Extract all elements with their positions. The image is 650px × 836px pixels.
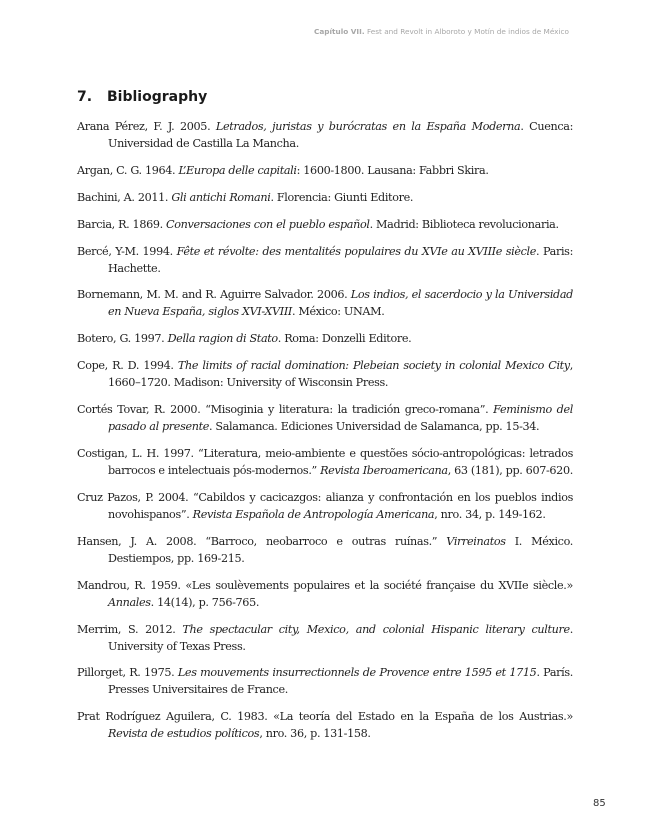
section-heading <box>77 89 207 105</box>
entry-author: Cope, R. D. 1994. <box>77 359 178 373</box>
entry-author: Prat Rodríguez Aguilera, C. 1983. «La teoría del Estado en la España de los Austrias.» <box>77 710 573 724</box>
entry-details: , nro. 36, p. 131-158. <box>259 727 371 741</box>
bibliography-entry <box>77 243 573 277</box>
entry-author: Mandrou, R. 1959. «Les soulèvements populaires et la société française du XVIIe siècle.» <box>77 578 573 592</box>
entry-title: Virreinatos <box>446 534 506 548</box>
entry-details: . Cuenca: Universidad de Castilla La Mancha. <box>108 120 574 150</box>
entry-details: , 1660–1720. Madison: University of Wisconsin Press. <box>108 359 574 390</box>
entry-author: Cruz Pazos, P. 2004. “Cabildos y cacicazgos: alianza y confrontación en los pueblos indios novohispanos”. <box>77 490 573 521</box>
entry-details: . París. Presses Universitaires de France. <box>108 666 573 697</box>
bibliography-entry <box>77 162 573 179</box>
bibliography-entry <box>77 577 573 611</box>
entry-author: Bornemann, M. M. and R. Aguirre Salvador. 2006. <box>77 288 351 302</box>
entry-details: . University of Texas Press. <box>108 622 573 653</box>
entry-author: Arana Pérez, F. J. 2005. <box>77 120 216 133</box>
bibliography-entry <box>77 118 573 152</box>
bibliography-entry <box>77 189 573 206</box>
entry-details: , 63 (181), pp. 607-620. <box>447 464 573 478</box>
entry-title: Annales <box>108 595 151 609</box>
entry-details: . Salamanca. Ediciones Universidad de Salamanca, pp. 15-34. <box>209 420 540 434</box>
entry-title: Revista Española de Antropología Americana <box>192 507 435 521</box>
entry-title: Revista de estudios políticos <box>108 727 260 741</box>
bibliography-entry <box>77 357 573 391</box>
entry-author: Cortés Tovar, R. 2000. “Misoginia y literatura: la tradición greco-romana”. <box>77 403 494 417</box>
entry-author: Hansen, J. A. 2008. “Barroco, neobarroco e outras ruínas.” <box>77 534 447 548</box>
entry-title: Della ragion di Stato <box>167 332 278 346</box>
entry-author: Bercé, Y-M. 1994. <box>77 244 177 258</box>
entry-author: Pillorget, R. 1975. <box>77 666 178 680</box>
entry-title: The spectacular city, Mexico, and colonial Hispanic literary culture <box>182 622 570 636</box>
entry-details: I. México. Destiempos, pp. 169-215. <box>108 534 573 565</box>
entry-details: . México: UNAM. <box>291 305 385 319</box>
running-header <box>314 27 569 36</box>
entry-author: Costigan, L. H. 1997. “Literatura, meio-ambiente e questões sócio-antropológicas: letrados barrocos e intelectuais pós-modernos.” <box>77 447 573 478</box>
running-header-chapter: Capítulo VII. <box>314 27 365 36</box>
bibliography-entry <box>77 330 573 347</box>
entry-title: Letrados, juristas y burócratas en la España Moderna <box>215 120 521 133</box>
section-title: Bibliography <box>107 89 208 105</box>
entry-details: . Paris: Hachette. <box>108 244 573 275</box>
entry-title: Feminismo del pasado al presente <box>108 403 573 434</box>
bibliography-entry <box>77 286 573 320</box>
bibliography-entry <box>77 621 573 655</box>
entry-title: Gli antichi Romani <box>171 190 271 204</box>
bibliography-entry <box>77 533 573 567</box>
entry-title: Revista Iberoamericana <box>320 464 448 478</box>
entry-author: Botero, G. 1997. <box>77 332 168 346</box>
bibliography-entry <box>77 489 573 523</box>
entry-title: Fête et révolte: des mentalités populaires du XVIe au XVIIIe siècle <box>176 244 537 258</box>
bibliography-entry <box>77 708 573 742</box>
entry-details: : 1600-1800. Lausana: Fabbri Skira. <box>296 163 489 177</box>
entry-details: , nro. 34, p. 149-162. <box>434 507 546 521</box>
section-number: 7. <box>77 89 93 105</box>
bibliography-entry <box>77 216 573 233</box>
running-header-title: Fest and Revolt in Alboroto y Motín de indios de México <box>366 27 569 36</box>
bibliography-entry <box>77 664 573 698</box>
entry-details: . Florencia: Giunti Editore. <box>270 190 414 204</box>
entry-title: Les mouvements insurrectionnels de Provence entre 1595 et 1715 <box>177 666 537 680</box>
bibliography-entry <box>77 445 573 479</box>
entry-title: Conversaciones con el pueblo español <box>166 217 370 231</box>
bibliography-entry <box>77 401 573 435</box>
entry-title: Los indios, el sacerdocio y la Universidad en Nueva España, siglos XVI-XVIII <box>108 288 573 319</box>
entry-details: . Roma: Donzelli Editore. <box>277 332 412 346</box>
entry-details: . 14(14), p. 756-765. <box>150 595 260 609</box>
entry-author: Argan, C. G. 1964. <box>77 163 179 177</box>
entry-title: L’Europa delle capitali <box>178 163 297 177</box>
bibliography-list <box>77 118 573 752</box>
entry-author: Bachini, A. 2011. <box>77 190 172 204</box>
entry-title: The limits of racial domination: Plebeian society in colonial Mexico City <box>177 359 570 373</box>
entry-details: . Madrid: Biblioteca revolucionaria. <box>369 217 559 231</box>
entry-author: Merrim, S. 2012. <box>77 622 183 636</box>
entry-author: Barcia, R. 1869. <box>77 217 167 231</box>
page-number: 85 <box>593 798 606 809</box>
